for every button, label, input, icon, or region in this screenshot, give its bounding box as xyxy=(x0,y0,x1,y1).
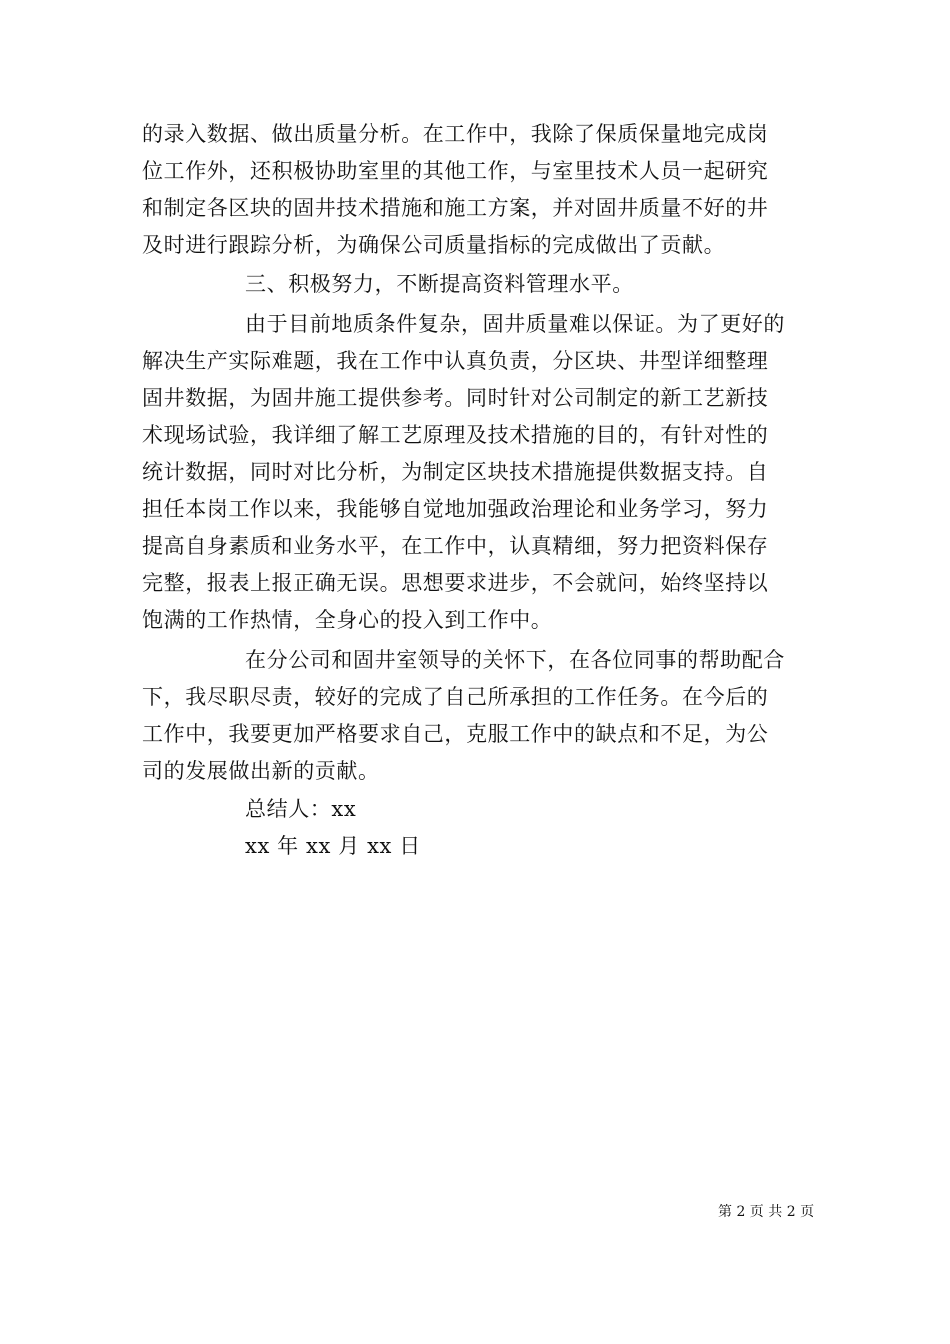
signature-date: xx 年 xx 月 xx 日 xyxy=(245,834,421,858)
paragraph-line: 的录入数据、做出质量分析。在工作中，我除了保质保量地完成岗 xyxy=(142,122,769,146)
paragraph-line: 工作中，我要更加严格要求自己，克服工作中的缺点和不足，为公 xyxy=(142,722,769,746)
paragraph-line: 下，我尽职尽责，较好的完成了自己所承担的工作任务。在今后的 xyxy=(142,685,769,709)
paragraph-line: 解决生产实际难题，我在工作中认真负责，分区块、井型详细整理 xyxy=(142,349,769,373)
signature-author: 总结人：xx xyxy=(245,797,357,821)
paragraph-line: 饱满的工作热情，全身心的投入到工作中。 xyxy=(142,608,553,632)
paragraph-line: 固井数据，为固井施工提供参考。同时针对公司制定的新工艺新技 xyxy=(142,386,769,410)
paragraph-line: 司的发展做出新的贡献。 xyxy=(142,759,380,783)
paragraph-line: 完整，报表上报正确无误。思想要求进步，不会就问，始终坚持以 xyxy=(142,571,769,595)
paragraph-line: 和制定各区块的固井技术措施和施工方案，并对固井质量不好的井 xyxy=(142,196,769,220)
section-heading: 三、积极努力，不断提高资料管理水平。 xyxy=(245,272,634,296)
paragraph-line: 在分公司和固井室领导的关怀下，在各位同事的帮助配合 xyxy=(245,648,785,672)
paragraph-line: 统计数据，同时对比分析，为制定区块技术措施提供数据支持。自 xyxy=(142,460,769,484)
paragraph-line: 担任本岗工作以来，我能够自觉地加强政治理论和业务学习，努力 xyxy=(142,497,769,521)
paragraph-line: 由于目前地质条件复杂，固井质量难以保证。为了更好的 xyxy=(245,312,785,336)
paragraph-line: 位工作外，还积极协助室里的其他工作，与室里技术人员一起研究 xyxy=(142,159,769,183)
paragraph-line: 及时进行跟踪分析，为确保公司质量指标的完成做出了贡献。 xyxy=(142,233,726,257)
paragraph-line: 提高自身素质和业务水平，在工作中，认真精细，努力把资料保存 xyxy=(142,534,769,558)
page-number-footer: 第 2 页 共 2 页 xyxy=(718,1204,815,1220)
paragraph-line: 术现场试验，我详细了解工艺原理及技术措施的目的，有针对性的 xyxy=(142,423,769,447)
